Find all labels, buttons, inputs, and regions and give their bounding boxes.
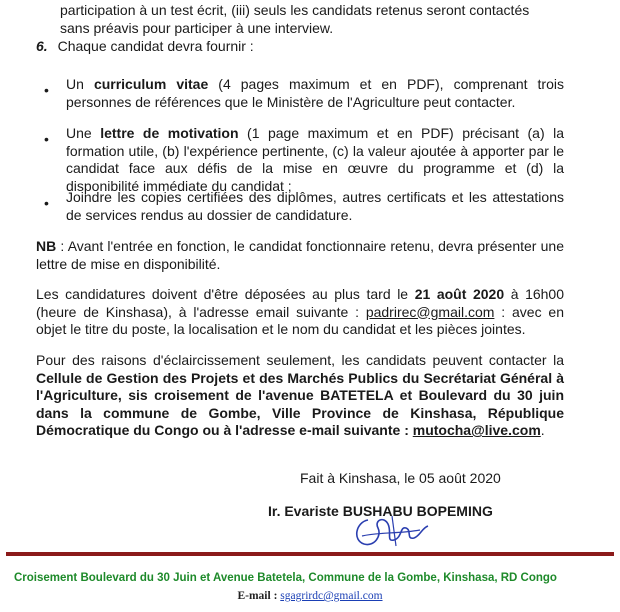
signatory-name: Ir. Evariste BUSHABU BOPEMING — [268, 503, 493, 519]
deadline-date: 21 août 2020 — [414, 286, 505, 302]
contact-end: . — [540, 422, 545, 438]
bullet-3-symbol: • — [44, 195, 49, 211]
deadline-email-link[interactable]: padrirec@gmail.com — [365, 303, 495, 320]
handwritten-signature — [348, 506, 438, 552]
footer-email-line — [0, 590, 620, 602]
bullet-3 — [66, 189, 564, 224]
bullet-2 — [66, 125, 564, 195]
footer-email-label: E-mail : — [237, 590, 281, 602]
continuation-line-1: participation à un test écrit, (iii) seuls les candidats retenus seront contactés — [60, 2, 530, 18]
bullet-1-rest: (4 pages maximum et en PDF), comprenant trois personnes de références que le Ministère de l'Agriculture peut contacter. — [66, 76, 564, 110]
nb-text: : Avant l'entrée en fonction, le candidat fonctionnaire retenu, devra présenter une lettre de mise en disponibilité. — [36, 238, 564, 272]
bullet-1 — [66, 76, 564, 111]
bullet-2-bold: lettre de motivation — [100, 125, 239, 141]
bullet-1-symbol: • — [44, 82, 49, 98]
deadline-paragraph — [36, 286, 564, 339]
item-6 — [36, 38, 556, 56]
deadline-post: : avec en objet le titre du poste, la localisation et le nom du candidat et les pièces jointes. — [36, 303, 564, 337]
footer-divider — [6, 552, 614, 556]
footer-address: Croisement Boulevard du 30 Juin et Avenue Batetela, Commune de la Gombe, Kinshasa, RD Congo — [14, 572, 557, 584]
place-date: Fait à Kinshasa, le 05 août 2020 — [300, 470, 501, 486]
bullet-1-bold: curriculum vitae — [93, 76, 209, 92]
bullet-1-prefix: Un — [66, 76, 94, 92]
deadline-pre: Les candidatures doivent d'être déposées au plus tard le — [36, 286, 415, 302]
bullet-2-prefix: Une — [66, 125, 101, 141]
nb-paragraph — [36, 238, 564, 273]
bullet-3-text: Joindre les copies certifiées des diplômes, autres certificats et les attestations de services rendus au dossier de candidature. — [66, 189, 564, 223]
contact-pre: Pour des raisons d'éclaircissement seulement, les candidats peuvent contacter la — [36, 352, 564, 368]
continuation-line-2: sans préavis pour participer à une interview. — [60, 19, 334, 36]
nb-label: NB — [36, 238, 57, 254]
item-6-text: Chaque candidat devra fournir : — [57, 38, 254, 54]
item-6-number: 6. — [36, 38, 48, 54]
bullet-2-rest: (1 page maximum et en PDF) précisant (a) la formation utile, (b) l'expérience pertinente, (c) la valeur ajoutée à apporter par le candidat face aux défis de la mise en œuvre du programme et (d) la disponibilité immédiate du candidat ; — [66, 125, 564, 194]
deadline-mid: à 16h00 (heure de Kinshasa), à l'adresse email suivante : — [36, 286, 565, 320]
bullet-2-symbol: • — [44, 131, 49, 147]
footer-email-link[interactable]: sgagrirdc@gmail.com — [280, 590, 383, 602]
contact-paragraph — [36, 352, 564, 440]
contact-email-link[interactable]: mutocha@live.com — [412, 422, 541, 438]
continuation-text — [60, 2, 558, 37]
contact-bold: Cellule de Gestion des Projets et des Marchés Publics du Secrétariat Général à l'Agriculture, sis croisement de l'avenue BATETELA et Boulevard du 30 juin dans la commune de Gombe, Ville Province de Kinshasa, République Démocratique du Congo ou à l'adresse e-mail suivante : — [36, 369, 564, 438]
